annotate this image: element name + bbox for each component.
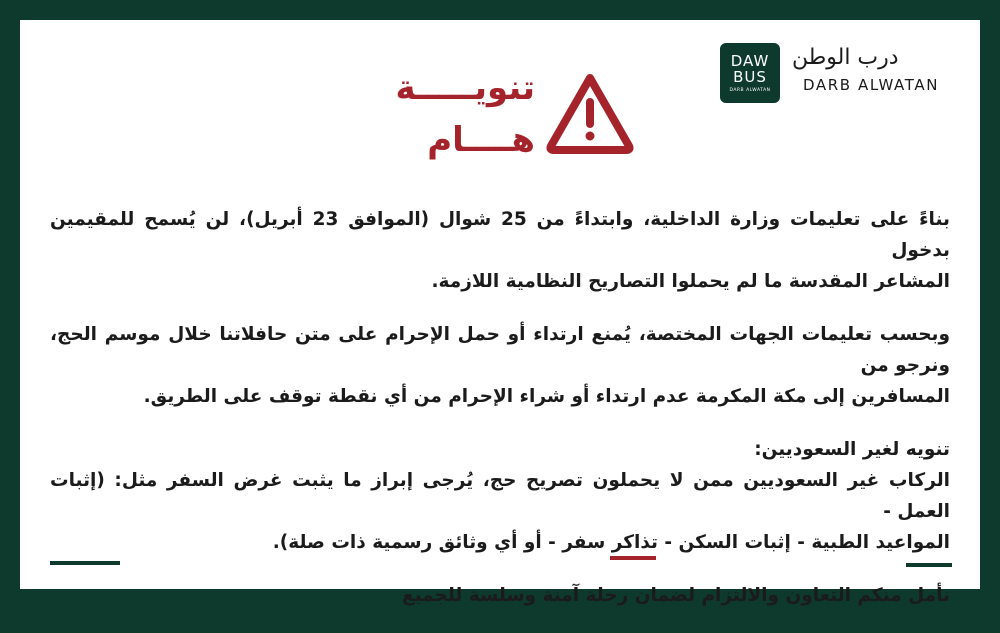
daw-bus-logo — [720, 43, 780, 103]
warning-triangle-icon — [545, 72, 635, 154]
logo-badge-line1: DAW — [730, 52, 770, 70]
notice-title: تنويـــــة — [395, 68, 535, 108]
paragraph-line: المواعيد الطبية - إثبات السكن - تذاكر سفر - أو أي وثائق رسمية ذات صلة). — [272, 532, 950, 553]
closing-line: نأمل منكم التعاون والالتزام لضمان رحلة آمنة وسلسة للجميع — [401, 585, 950, 606]
notice-body — [50, 204, 950, 633]
logo-english-text: DARB ALWATAN — [802, 76, 940, 94]
footer-divider-center — [610, 556, 656, 560]
paragraph-line: بناءً على تعليمات وزارة الداخلية، وابتداءً من 25 شوال (الموافق 23 أبريل)، لن يُسمح للمقيمين بدخول — [50, 209, 950, 261]
paragraph-line: المشاعر المقدسة ما لم يحملوا التصاريح النظامية اللازمة. — [431, 271, 950, 292]
notice-subtitle: هــــام — [427, 120, 535, 160]
paragraph-line: الركاب غير السعوديين ممن لا يحملون تصريح حج، يُرجى إبراز ما يثبت غرض السفر مثل: (إثبات العمل - — [50, 470, 950, 522]
logo-arabic-text: درب الوطن — [792, 45, 899, 70]
paragraph-ihram — [50, 319, 950, 412]
logo-badge-line2: BUS — [733, 68, 767, 86]
paragraph-heading: تنويه لغير السعوديين: — [754, 439, 950, 460]
paragraph-non-saudis — [50, 434, 950, 558]
footer-divider-left — [50, 561, 120, 565]
footer-divider-right — [906, 563, 952, 567]
paragraph-residents — [50, 204, 950, 297]
notice-card — [20, 20, 980, 606]
logo-badge-tag: DARB ALWATAN — [729, 88, 771, 93]
paragraph-line: المسافرين إلى مكة المكرمة عدم ارتداء أو شراء الإحرام من أي نقطة توقف على الطريق. — [143, 386, 950, 407]
paragraph-line: وبحسب تعليمات الجهات المختصة، يُمنع ارتداء أو حمل الإحرام على متن حافلاتنا خلال موسم الحج، ونرجو من — [50, 324, 950, 376]
